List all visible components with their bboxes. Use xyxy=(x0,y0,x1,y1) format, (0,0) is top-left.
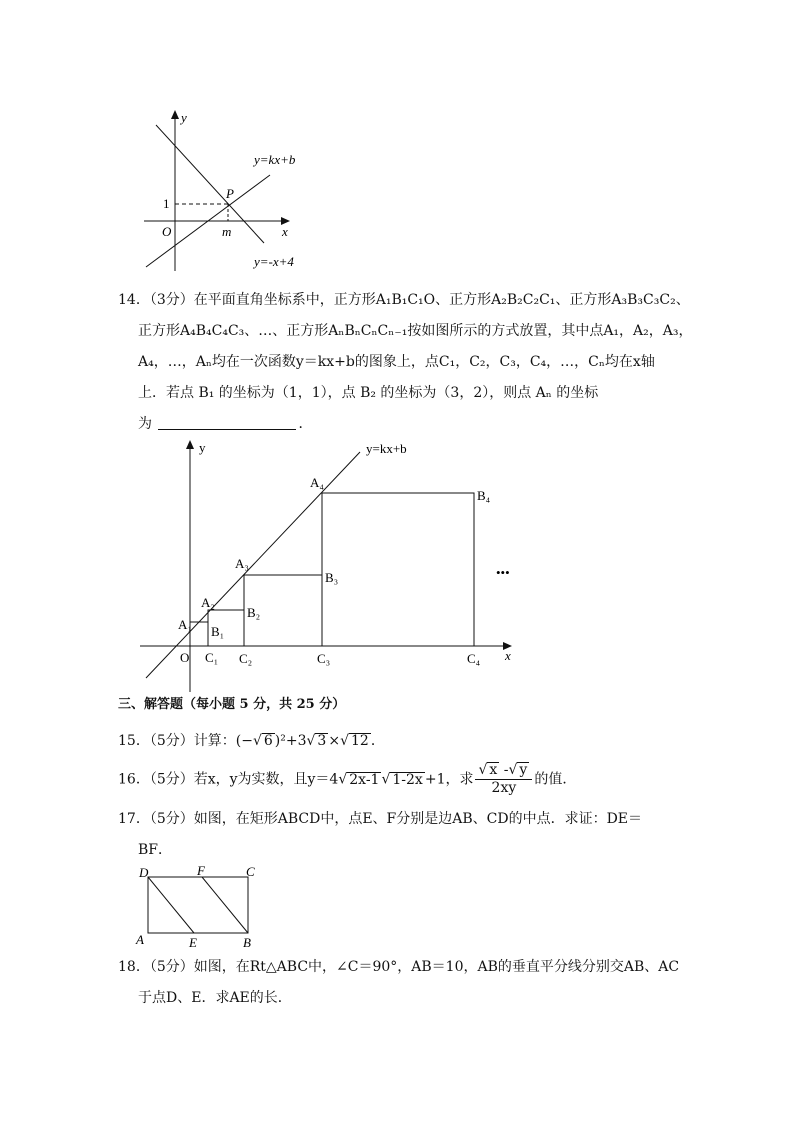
q15-close-square: )²+3 xyxy=(274,733,307,749)
q14-line5-prefix: 为 xyxy=(138,416,152,432)
label-f: F xyxy=(197,863,205,878)
fig14-y-label: y xyxy=(199,440,206,455)
q18-line2: 于点D、E．求AE的长． xyxy=(138,990,292,1006)
q16-fraction: $\frac{√ x -√ y}{2xy}$ xyxy=(475,762,532,797)
segment-bf xyxy=(202,877,248,933)
y-arrow xyxy=(186,440,194,449)
fig14-x-label: x xyxy=(505,648,511,663)
fig13-m-label: m xyxy=(222,224,232,239)
label-b1: B₁ xyxy=(211,624,225,639)
q15-open: (− xyxy=(235,733,253,749)
q16-mid: +1，求 xyxy=(424,771,474,788)
q14-line1: 14．（3分）在平面直角坐标系中，正方形A₁B₁C₁O、正方形A₂B₂C₂C₁、正方形A₃B₃C₃C₂、 xyxy=(118,292,690,308)
label-a4: A₄ xyxy=(310,475,324,490)
label-d: D xyxy=(139,865,149,880)
q14-line4: 上．若点 B₁ 的坐标为（1，1），点 B₂ 的坐标为（3，2），则点 Aₙ 的坐标 xyxy=(138,385,599,401)
q14-line3: A₄，…，Aₙ均在一次函数y＝kx+b的图象上，点C₁，C₂，C₃，C₄，…，Cₙ均在x轴 xyxy=(138,354,655,370)
label-c2: C₂ xyxy=(239,651,253,666)
fig13-x-label: x xyxy=(282,224,288,239)
label-a2: A₂ xyxy=(201,595,215,610)
label-c4: C₄ xyxy=(467,651,481,666)
label-a3: A₃ xyxy=(235,556,249,571)
line-neg-slope xyxy=(156,125,264,243)
q17-line2: BF． xyxy=(138,842,173,858)
label-b: B xyxy=(243,935,251,950)
figure-q14 xyxy=(130,430,530,700)
q16: 16．（5分）若x，y为实数，且y＝4√ 2x-1 √ 1-2x +1，求 $\frac{√ x -√ y}{2xy}$ 的值． xyxy=(118,762,577,796)
fig14-origin-label: O xyxy=(180,650,190,665)
q14-line5-suffix: ． xyxy=(298,416,313,432)
label-e: E xyxy=(189,935,197,950)
fig13-origin-label: O xyxy=(162,224,172,239)
fig13-y-label: y xyxy=(181,110,187,125)
q15-root-12: 12 xyxy=(351,733,369,749)
line-kx-b xyxy=(146,452,360,678)
segment-de xyxy=(148,877,194,933)
q15-prefix: 15．（5分）计算： xyxy=(118,733,236,749)
label-b2: B₂ xyxy=(247,605,261,620)
q14-line2: 正方形A₄B₄C₄C₃、…、正方形AₙBₙCₙCₙ₋₁按如图所示的方式放置，其中点A₁，A₂，A₃， xyxy=(138,323,693,339)
q16-num-minus: - xyxy=(499,762,509,778)
q15: 15．（5分）计算：(−√ 6 )²+3√ 3 ×√ 12 ． xyxy=(118,733,385,749)
q16-denominator: 2xy xyxy=(491,780,517,796)
q15-times: × xyxy=(328,733,341,749)
continuation-dots: ••• xyxy=(496,565,510,580)
q16-root-b: 1-2x xyxy=(392,771,423,788)
label-a1: A₁ xyxy=(178,617,192,632)
q16-root-a: 2x-1 xyxy=(349,771,380,788)
figure-q13 xyxy=(130,105,330,275)
label-b3: B₃ xyxy=(325,570,339,585)
q16-end: 的值． xyxy=(534,771,577,788)
label-c: C xyxy=(246,864,255,879)
q17-line1: 17．（5分）如图，在矩形ABCD中，点E、F分别是边AB、CD的中点．求证：DE＝ xyxy=(118,811,643,827)
label-b4: B₄ xyxy=(477,488,491,503)
label-c1: C₁ xyxy=(205,650,219,665)
q16-num-x: x xyxy=(489,762,498,778)
fig13-line1-label: y=kx+b xyxy=(254,152,296,167)
fig13-line2-label: y=-x+4 xyxy=(254,254,294,269)
q15-root-6: 6 xyxy=(263,733,273,749)
fig13-p-label: P xyxy=(226,186,234,201)
rectangle-abcd xyxy=(148,877,248,933)
figure-q17 xyxy=(130,862,270,954)
label-a: A xyxy=(136,932,144,947)
label-c3: C₃ xyxy=(317,651,331,666)
q18-line1: 18．（5分）如图，在Rt△ABC中，∠C＝90°，AB＝10，AB的垂直平分线分别交AB、AC xyxy=(118,959,680,975)
q16-num-y: y xyxy=(519,762,528,778)
y-arrow xyxy=(171,110,179,119)
square-4 xyxy=(322,493,474,646)
q16-prefix: 16．（5分）若x，y为实数，且y＝4 xyxy=(118,771,339,788)
q15-end: ． xyxy=(370,733,385,749)
q15-root-3: 3 xyxy=(317,733,327,749)
fig14-line-label: y=kx+b xyxy=(366,441,407,456)
section-heading: 三、解答题（每小题 5 分，共 25 分） xyxy=(118,697,346,712)
fig13-one-label: 1 xyxy=(163,196,170,211)
answer-blank[interactable] xyxy=(158,415,296,430)
square-1 xyxy=(190,622,208,646)
